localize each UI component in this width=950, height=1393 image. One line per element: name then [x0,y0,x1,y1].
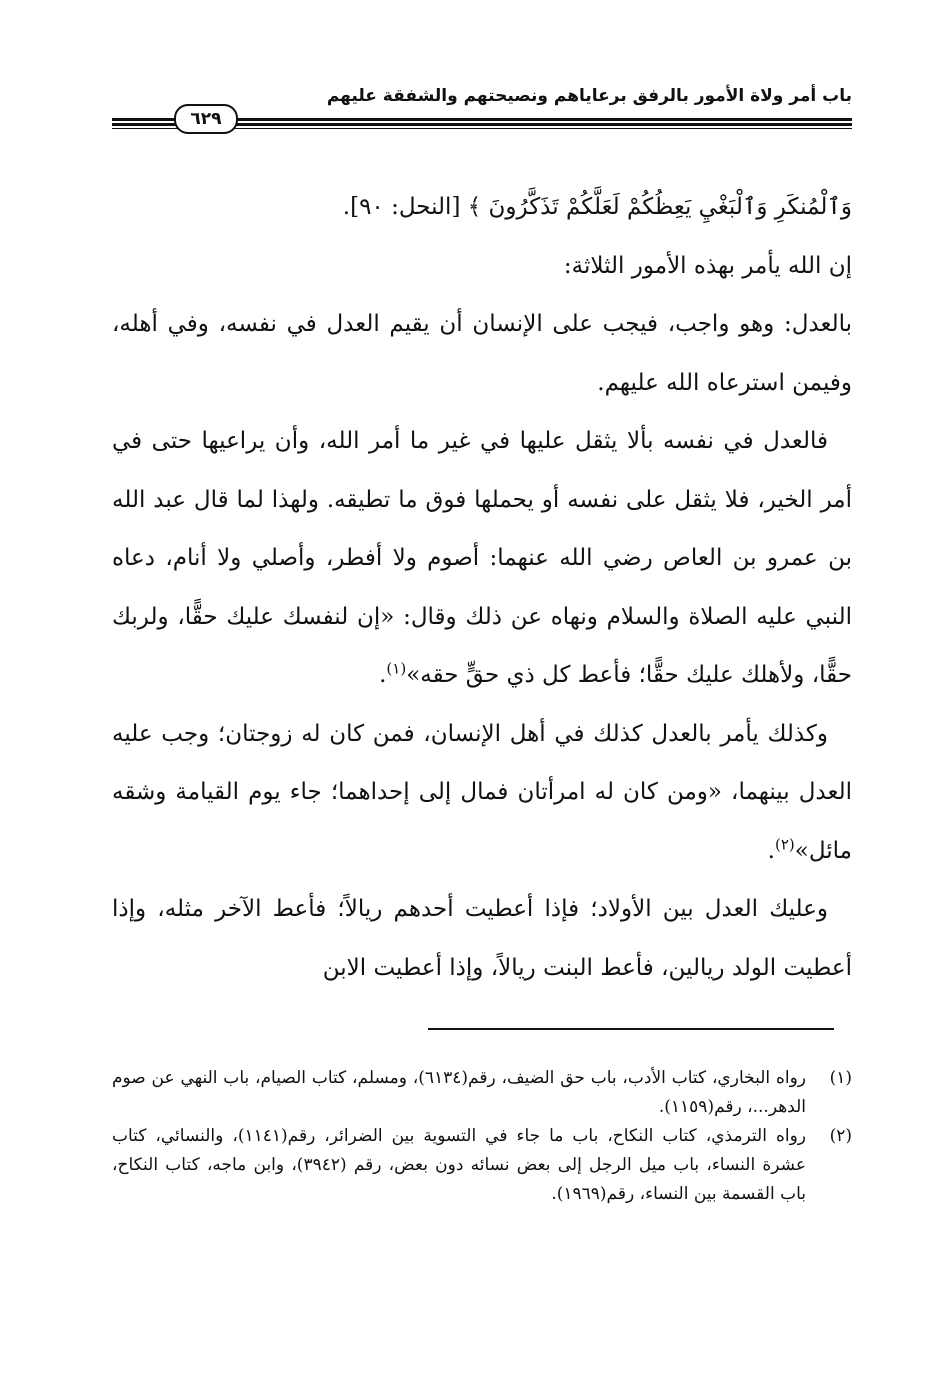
footnote-number: (١) [829,1068,852,1088]
paragraph [112,705,852,881]
page-header [112,84,852,140]
paragraph-text: وكذلك يأمر بالعدل كذلك في أهل الإنسان، فمن كان له زوجتان؛ وجب عليه العدل بينهما، «ومن كان له امرأتان فمال إلى إحداهما؛ جاء يوم القيامة وشقه مائل» [112,720,852,864]
footnote-ref[interactable]: (٢) [774,834,795,853]
chapter-title: باب أمر ولاة الأمور بالرفق برعاياهم ونصيحتهم والشفقة عليهم [326,86,852,106]
paragraph-end: . [767,837,775,864]
footnote-text: رواه الترمذي، كتاب النكاح، باب ما جاء في التسوية بين الضرائر، رقم(١١٤١)، والنسائي، كتاب عشرة النساء، باب ميل الرجل إلى بعض نسائه دون بعض، رقم (٣٩٤٢)، وابن ماجه، كتاب النكاح، باب القسمة بين النساء، رقم(١٩٦٩). [112,1126,806,1204]
footnote-ref[interactable]: (١) [386,659,407,678]
footnote-text: رواه البخاري، كتاب الأدب، باب حق الضيف، رقم(٦١٣٤)، ومسلم، كتاب الصيام، باب النهي عن صوم الدهر...، رقم(١١٥٩). [112,1068,806,1117]
main-text [112,178,852,997]
page-number: ٦٢٩ [174,104,238,134]
paragraph-text: فالعدل في نفسه بألا يثقل عليها في غير ما أمر الله، وأن يراعيها حتى في أمر الخير، فلا يثقل على نفسه أو يحملها فوق ما تطيقه. ولهذا لما قال عبد الله بن عمرو بن العاص رضي الله عنهما: أصوم ولا أفطر، وأصلي ولا أنام، دعاه النبي عليه الصلاة والسلام ونهاه عن ذلك وقال: «إن لنفسك عليك حقًّا، ولربك حقًّا، ولأهلك عليك حقًّا؛ فأعط كل ذي حقٍّ حقه» [112,428,852,688]
footnote-number: (٢) [829,1126,852,1146]
footnotes [112,1064,852,1209]
quran-verse: وَٱلْمُنكَرِ وَٱلْبَغْيِ يَعِظُكُمْ لَعَلَّكُمْ تَذَكَّرُونَ ﴾ [النحل: ٩٠]. [342,194,852,220]
paragraph [112,412,852,705]
footnote [112,1122,852,1209]
paragraph-end: . [379,662,387,688]
footnote [112,1064,852,1122]
paragraph: بالعدل: وهو واجب، فيجب على الإنسان أن يقيم العدل في نفسه، وفي أهله، وفيمن استرعاه الله عليهم. [112,311,852,396]
paragraph: إن الله يأمر بهذه الأمور الثلاثة: [563,252,852,279]
paragraph: وعليك العدل بين الأولاد؛ فإذا أعطيت أحدهم ريالاً؛ فأعط الآخر مثله، وإذا أعطيت الولد ريالين، فأعط البنت ريالاً، وإذا أعطيت الابن [112,896,852,981]
footnote-divider [428,1028,834,1030]
